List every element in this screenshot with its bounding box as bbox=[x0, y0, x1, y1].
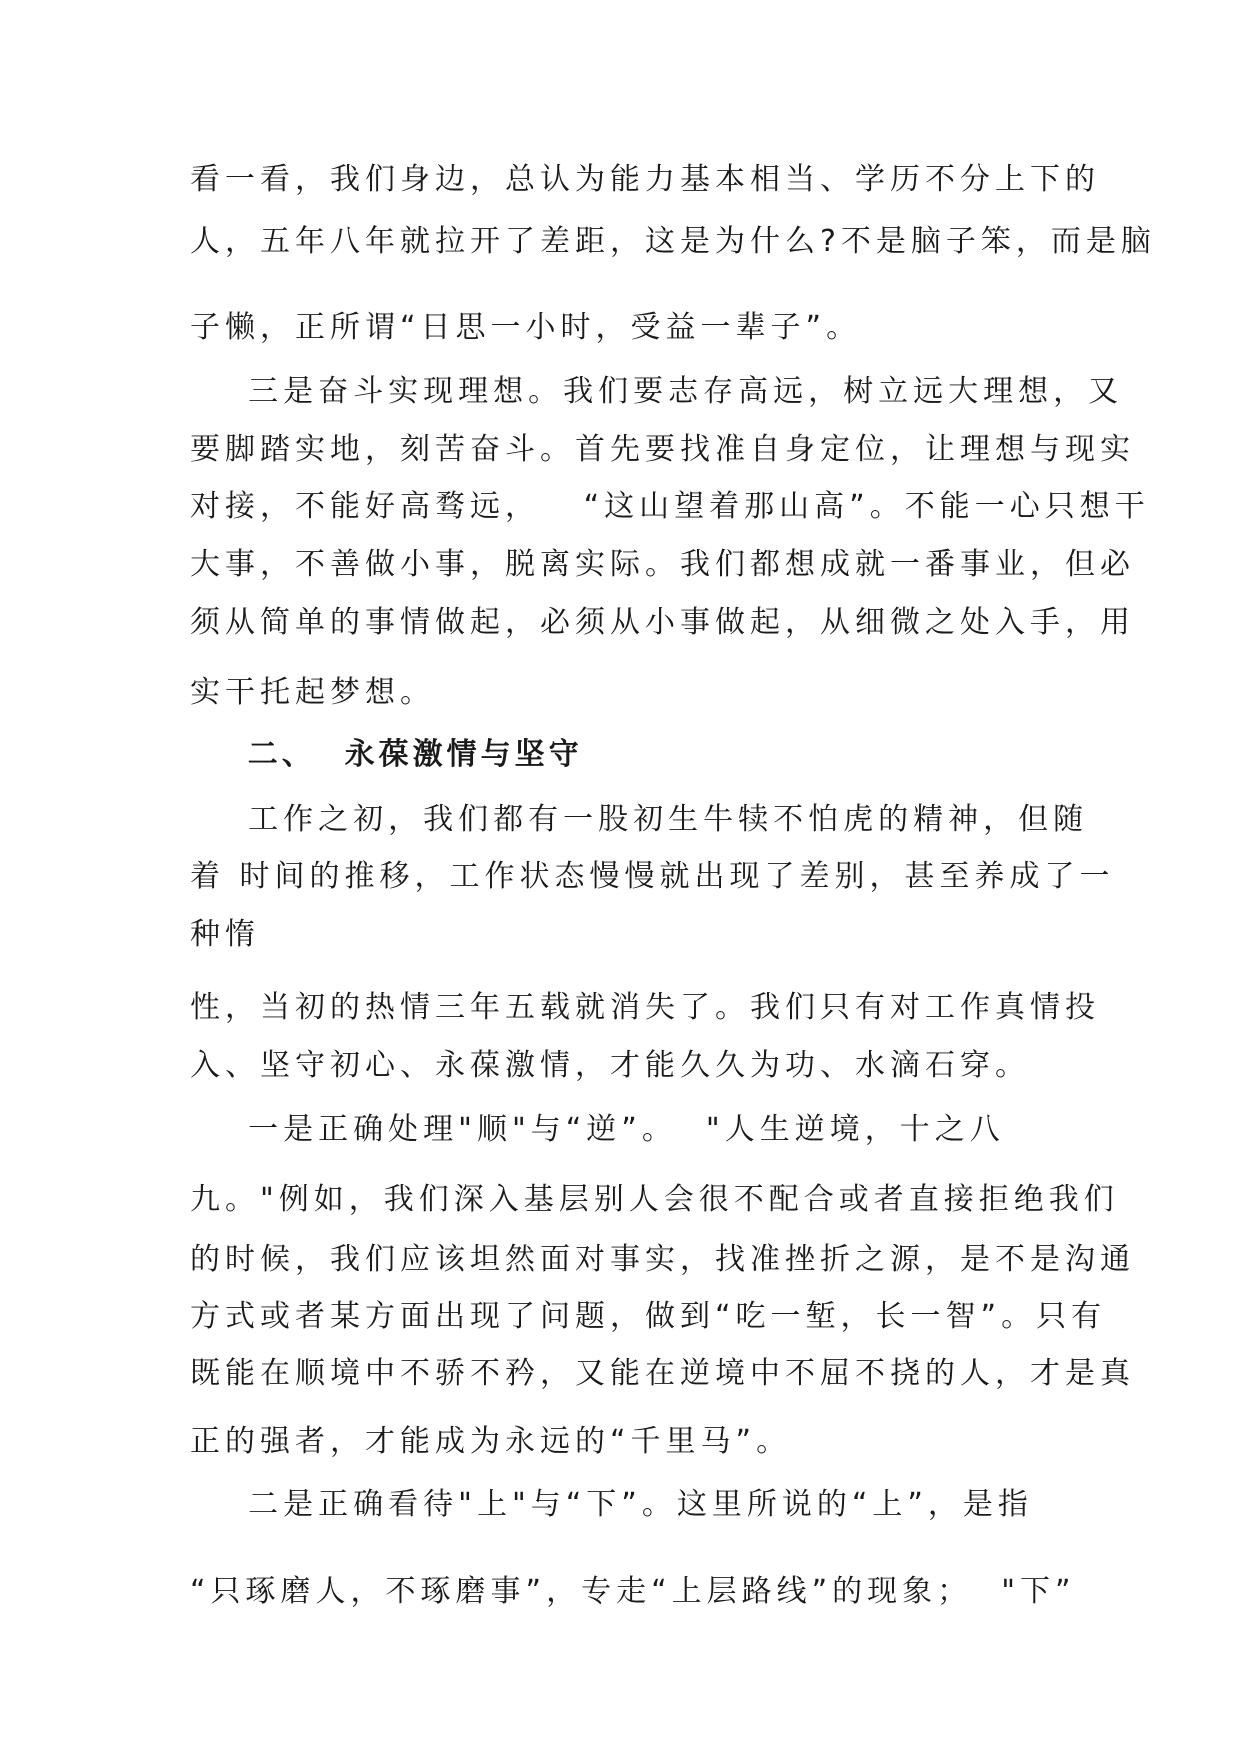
paragraph-line: 子懒，正所谓“日思一小时，受益一辈子”。 bbox=[190, 310, 862, 345]
paragraph-line: 种惰 bbox=[190, 917, 260, 952]
paragraph-line: 三是奋斗实现理想。我们要志存高远，树立远大理想，又 bbox=[190, 374, 1124, 409]
paragraph-line: 实干托起梦想。 bbox=[190, 675, 435, 710]
paragraph-line: 既能在顺境中不骄不矜，又能在逆境中不屈不挠的人，才是真 bbox=[190, 1356, 1135, 1391]
paragraph-line: 入、坚守初心、永葆激情，才能久久为功、水滴石穿。 bbox=[190, 1048, 1030, 1083]
paragraph-line: 要脚踏实地，刻苦奋斗。首先要找准自身定位，让理想与现实 bbox=[190, 432, 1135, 467]
paragraph-line: 人，五年八年就拉开了差距，这是为什么?不是脑子笨，而是脑 bbox=[190, 224, 1156, 259]
paragraph-line: 须从简单的事情做起，必须从小事做起，从细微之处入手，用 bbox=[190, 605, 1135, 640]
paragraph-line: 的时候，我们应该坦然面对事实，找准挫折之源，是不是沟通 bbox=[190, 1242, 1135, 1277]
paragraph-line: 看一看，我们身边，总认为能力基本相当、学历不分上下的 bbox=[190, 162, 1100, 197]
paragraph-line: 方式或者某方面出现了问题，做到“吃一堑，长一智”。只有 bbox=[190, 1299, 1107, 1334]
paragraph-line: 对接，不能好高骛远， “这山望着那山高”。不能一心只想干 bbox=[190, 489, 1150, 524]
paragraph-line: 着 时间的推移，工作状态慢慢就出现了差别，甚至养成了一 bbox=[190, 859, 1115, 894]
paragraph-line: “只琢磨人，不琢磨事”，专走“上层路线”的现象； "下” bbox=[190, 1574, 1076, 1609]
paragraph-line: 正的强者，才能成为永远的“千里马”。 bbox=[190, 1424, 792, 1459]
paragraph-line: 二是正确看待"上"与“下”。这里所说的“上”，是指 bbox=[190, 1487, 1033, 1522]
paragraph-line: 性，当初的热情三年五载就消失了。我们只有对工作真情投 bbox=[190, 990, 1100, 1025]
paragraph-line: 工作之初，我们都有一股初生牛犊不怕虎的精神，但随 bbox=[190, 802, 1089, 837]
paragraph-line: 大事，不善做小事，脱离实际。我们都想成就一番事业，但必 bbox=[190, 547, 1135, 582]
paragraph-line: 九。"例如，我们深入基层别人会很不配合或者直接拒绝我们 bbox=[190, 1182, 1119, 1217]
paragraph-line: 一是正确处理"顺"与“逆”。 "人生逆境，十之八 bbox=[190, 1112, 1005, 1147]
section-heading: 二、 永葆激情与坚守 bbox=[190, 737, 583, 772]
